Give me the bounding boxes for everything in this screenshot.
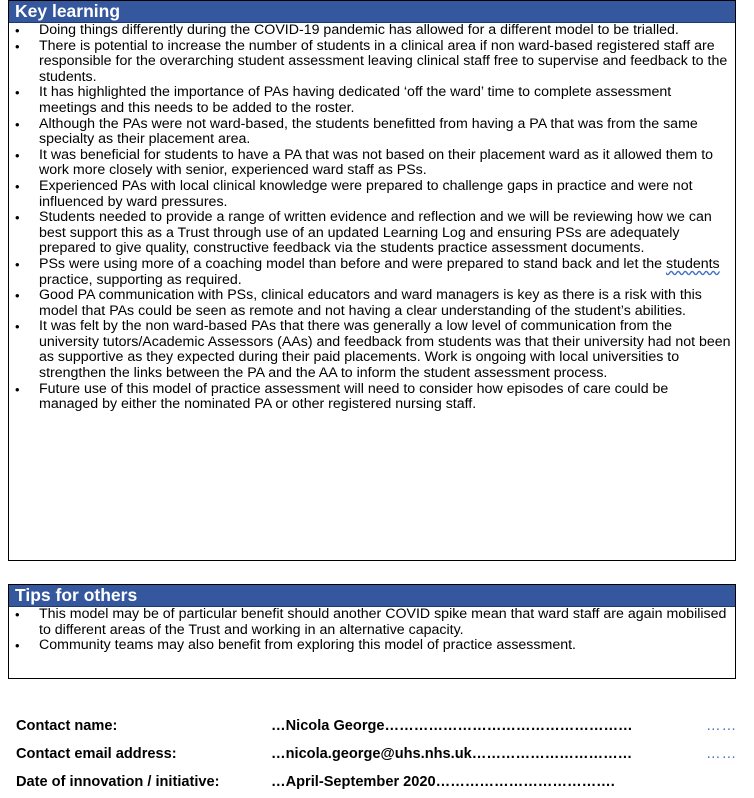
list-item: • Good PA communication with PSs, clinical educators and ward managers is key as there is a risk with this model that PAs could be seen as remote and not having a clear understanding of the student’s abilities.: [9, 288, 731, 319]
contact-date-value: …April-September 2020……………………………….: [271, 774, 615, 790]
list-item: • Community teams may also benefit from exploring this model of practice assessment.: [9, 638, 731, 654]
spellcheck-mark: ……: [706, 718, 738, 734]
contact-email-row: [16, 740, 736, 768]
list-item: • It has highlighted the importance of PAs having dedicated ‘off the ward’ time to complete assessment meetings and this needs to be added to the roster.: [9, 85, 731, 116]
contact-date-label: Date of innovation / initiative:: [16, 774, 220, 790]
spellcheck-underline: students: [666, 255, 720, 272]
list-item: • Future use of this model of practice assessment will need to consider how episodes of care could be managed by either the nominated PA or other registered nursing staff.: [9, 382, 731, 413]
contact-block: [16, 712, 736, 796]
list-item: • Students needed to provide a range of written evidence and reflection and we will be reviewing how we can best support this as a Trust through use of an updated Learning Log and ensuring PSs are adequately prepared to give quality, constructive feedback via the students practice assessment documents.: [9, 210, 731, 257]
key-learning-section: [8, 0, 736, 561]
tips-header: Tips for others: [9, 585, 735, 607]
key-learning-header: Key learning: [9, 1, 735, 23]
list-item: • It was felt by the non ward-based PAs that there was generally a low level of communication from the university tutors/Academic Assessors (AAs) and feedback from students was that their university had not been as supportive as they expected during their paid placements. Work is ongoing with local universities to strengthen the links between the PA and the AA to inform the student assessment process.: [9, 319, 731, 381]
list-item: • Although the PAs were not ward-based, the students benefitted from having a PA that was from the same specialty as their placement area.: [9, 117, 731, 148]
contact-date-row: [16, 768, 736, 796]
contact-name-row: [16, 712, 736, 740]
contact-email-label: Contact email address:: [16, 746, 177, 762]
contact-name-label: Contact name:: [16, 718, 118, 734]
tips-list: [9, 607, 735, 654]
list-item: • PSs were using more of a coaching model than before and were prepared to stand back and let the students practice, supporting as required.: [9, 257, 731, 288]
list-item: • It was beneficial for students to have a PA that was not based on their placement ward as it allowed them to work more closely with senior, experienced ward staff as PSs.: [9, 148, 731, 179]
contact-email-value: …nicola.george@uhs.nhs.uk……………………………: [271, 746, 633, 762]
spellcheck-mark: ……: [706, 746, 738, 762]
list-item: • Experienced PAs with local clinical knowledge were prepared to challenge gaps in practice and were not influenced by ward pressures.: [9, 179, 731, 210]
list-item: • Doing things differently during the COVID-19 pandemic has allowed for a different model to be trialled.: [9, 23, 731, 39]
key-learning-list: [9, 23, 735, 413]
contact-name-value: …Nicola George……………………………………………: [271, 718, 633, 734]
tips-section: [8, 584, 736, 679]
list-item: • There is potential to increase the number of students in a clinical area if non ward-based registered staff are responsible for the overarching student assessment leaving clinical staff free to supervise and feedback to the students.: [9, 39, 731, 86]
list-item: • This model may be of particular benefit should another COVID spike mean that ward staff are again mobilised to different areas of the Trust and working in an alternative capacity.: [9, 607, 731, 638]
